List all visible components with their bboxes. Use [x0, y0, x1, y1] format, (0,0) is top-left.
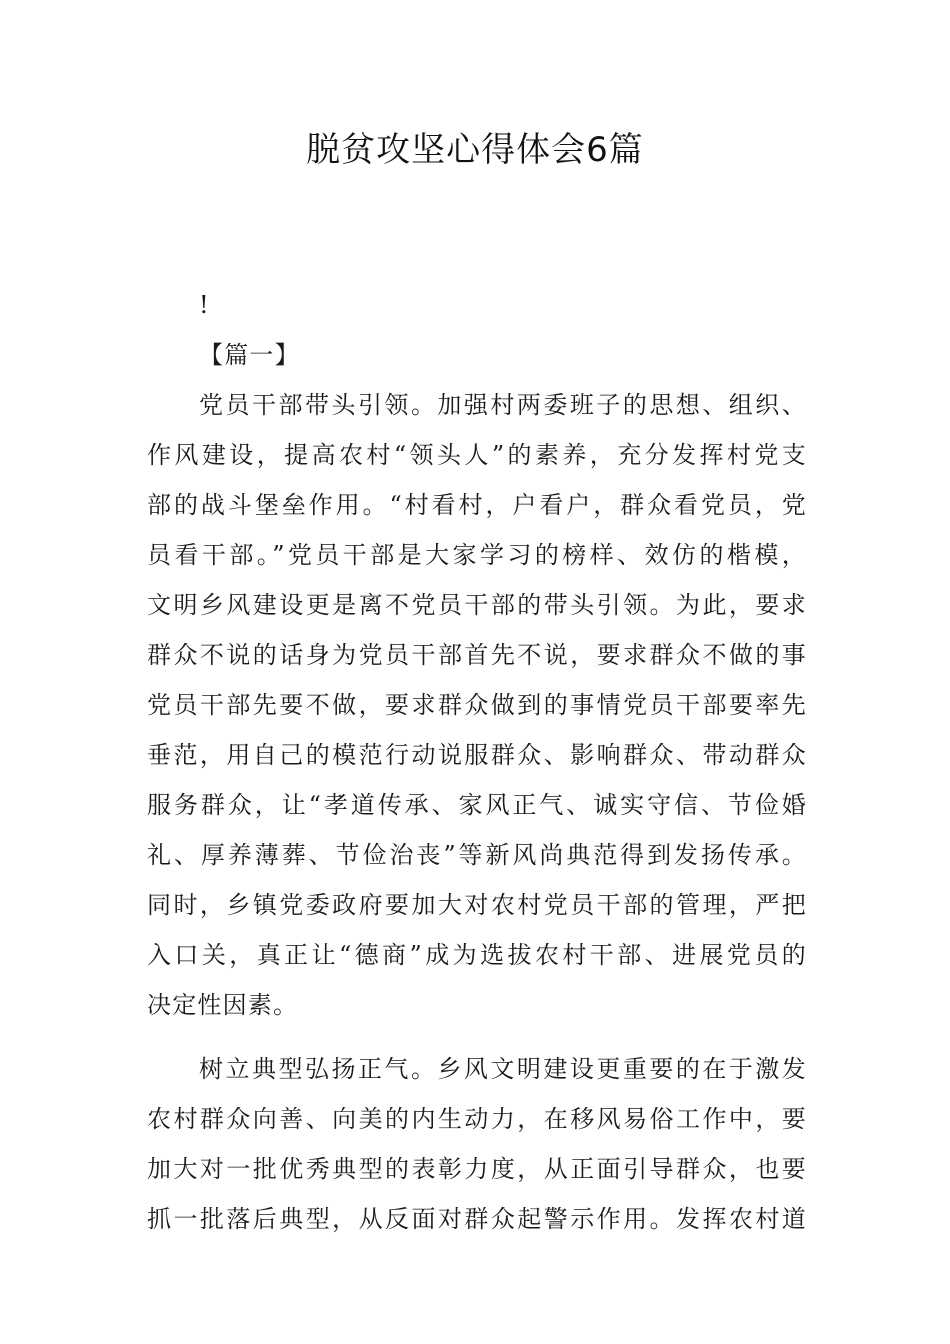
- paragraph-2: [147, 1044, 807, 1244]
- paragraph-gap: [147, 1030, 807, 1044]
- paragraph-1: [147, 380, 807, 1030]
- paragraph-line: 决定性因素。: [147, 991, 299, 1019]
- paragraph-line: 抓一批落后典型，从反面对群众起警示作用。发挥农村道: [147, 1205, 807, 1233]
- paragraph-line: 作风建设，提高农村“领头人”的素养，充分发挥村党支: [147, 441, 807, 469]
- paragraph-line: 服务群众，让“孝道传承、家风正气、诚实守信、节俭婚: [147, 791, 807, 819]
- paragraph-line: 员看干部。”党员干部是大家学习的榜样、效仿的楷模，: [147, 541, 807, 569]
- paragraph-line: 文明乡风建设更是离不党员干部的带头引领。为此，要求: [147, 591, 807, 619]
- paragraph-line: 树立典型弘扬正气。乡风文明建设更重要的在于激发: [199, 1055, 807, 1083]
- document-body: [147, 280, 807, 1244]
- paragraph-line: 党员干部带头引领。加强村两委班子的思想、组织、: [199, 391, 807, 419]
- paragraph-line: 同时，乡镇党委政府要加大对农村党员干部的管理，严把: [147, 891, 807, 919]
- paragraph-line: 加大对一批优秀典型的表彰力度，从正面引导群众，也要: [147, 1155, 807, 1183]
- paragraph-line: 农村群众向善、向美的内生动力，在移风易俗工作中，要: [147, 1105, 807, 1133]
- paragraph-line: 部的战斗堡垒作用。“村看村，户看户，群众看党员，党: [147, 491, 807, 519]
- paragraph-line: 垂范，用自己的模范行动说服群众、影响群众、带动群众: [147, 741, 807, 769]
- paragraph-line: 群众不说的话身为党员干部首先不说，要求群众不做的事: [147, 641, 807, 669]
- paragraph-line: 入口关，真正让“德商”成为选拔农村干部、进展党员的: [147, 941, 807, 969]
- paragraph-line: 党员干部先要不做，要求群众做到的事情党员干部要率先: [147, 691, 807, 719]
- exclamation-marker: !: [199, 291, 210, 319]
- section-heading: 【篇一】: [199, 341, 300, 369]
- paragraph-line: 礼、厚养薄葬、节俭治丧”等新风尚典范得到发扬传承。: [147, 841, 807, 869]
- document-title: 脱贫攻坚心得体会6篇: [306, 130, 644, 170]
